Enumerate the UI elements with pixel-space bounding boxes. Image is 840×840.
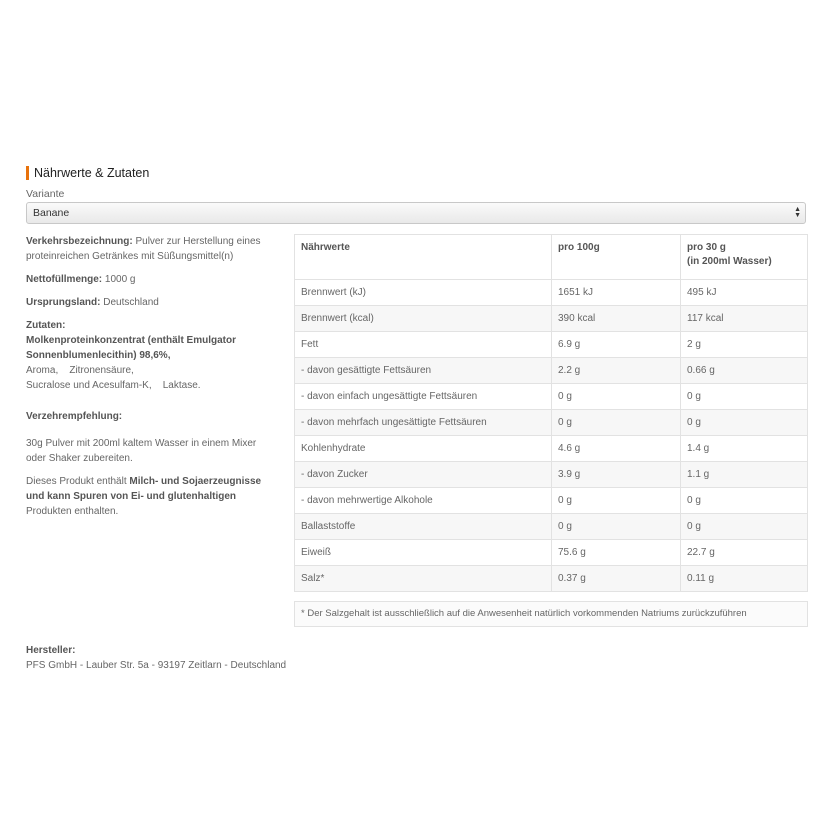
ingredients-main: Molkenproteinkonzentrat (enthält Emulgator Sonnenblumenlecithin) 98,6%, xyxy=(26,335,237,361)
value-per-100g: 390 kcal xyxy=(552,306,681,332)
nutrition-table xyxy=(294,234,808,592)
nutrient-name: Salz* xyxy=(295,566,552,592)
value-per-100g: 0 g xyxy=(552,410,681,436)
designation-label: Verkehrsbezeichnung: xyxy=(26,236,133,247)
value-per-serving: 117 kcal xyxy=(681,306,808,332)
header-per-serving-main: pro 30 g xyxy=(687,242,726,253)
origin-label: Ursprungsland: xyxy=(26,297,101,308)
section-title: Nährwerte & Zutaten xyxy=(26,166,149,180)
nutrient-name: - davon mehrfach ungesättigte Fettsäuren xyxy=(295,410,552,436)
ingredients xyxy=(26,318,278,393)
ingredients-label: Zutaten: xyxy=(26,320,66,331)
value-per-serving: 1.1 g xyxy=(681,462,808,488)
value-per-serving: 495 kJ xyxy=(681,280,808,306)
value-per-serving: 2 g xyxy=(681,332,808,358)
select-arrows-icon: ▲ ▼ xyxy=(794,206,801,219)
manufacturer xyxy=(26,643,286,673)
value-per-serving: 0 g xyxy=(681,410,808,436)
nutrient-name: - davon einfach ungesättigte Fettsäuren xyxy=(295,384,552,410)
value-per-100g: 4.6 g xyxy=(552,436,681,462)
value-per-100g: 0 g xyxy=(552,514,681,540)
table-row xyxy=(295,280,808,306)
value-per-serving: 1.4 g xyxy=(681,436,808,462)
header-per-100g: pro 100g xyxy=(552,235,681,280)
net-weight-label: Nettofüllmenge: xyxy=(26,274,103,285)
product-info xyxy=(26,234,278,527)
variant-label: Variante xyxy=(26,188,65,200)
allergen-info xyxy=(26,474,278,519)
designation xyxy=(26,234,278,264)
table-row xyxy=(295,384,808,410)
table-row xyxy=(295,306,808,332)
value-per-100g: 6.9 g xyxy=(552,332,681,358)
header-per-serving xyxy=(681,235,808,280)
nutrient-name: Brennwert (kcal) xyxy=(295,306,552,332)
value-per-100g: 0 g xyxy=(552,384,681,410)
nutrient-name: Eiweiß xyxy=(295,540,552,566)
nutrient-name: Fett xyxy=(295,332,552,358)
nutrient-name: Brennwert (kJ) xyxy=(295,280,552,306)
nutrient-name: - davon Zucker xyxy=(295,462,552,488)
value-per-100g: 0 g xyxy=(552,488,681,514)
value-per-serving: 0 g xyxy=(681,488,808,514)
value-per-serving: 22.7 g xyxy=(681,540,808,566)
value-per-serving: 0 g xyxy=(681,514,808,540)
table-row xyxy=(295,566,808,592)
value-per-serving: 0.11 g xyxy=(681,566,808,592)
table-row xyxy=(295,436,808,462)
table-row xyxy=(295,410,808,436)
nutrient-name: - davon mehrwertige Alkohole xyxy=(295,488,552,514)
header-per-serving-sub: (in 200ml Wasser) xyxy=(687,256,772,267)
manufacturer-value: PFS GmbH - Lauber Str. 5a - 93197 Zeitlarn - Deutschland xyxy=(26,660,287,671)
variant-selected-value: Banane xyxy=(33,207,70,219)
value-per-100g: 2.2 g xyxy=(552,358,681,384)
usage-text: 30g Pulver mit 200ml kaltem Wasser in einem Mixer oder Shaker zubereiten. xyxy=(26,438,257,464)
table-row xyxy=(295,332,808,358)
table-row xyxy=(295,462,808,488)
ingredients-rest: Aroma, Zitronensäure, Sucralose und Acesulfam-K, Laktase. xyxy=(26,365,201,391)
table-row xyxy=(295,488,808,514)
nutrient-name: - davon gesättigte Fettsäuren xyxy=(295,358,552,384)
value-per-100g: 75.6 g xyxy=(552,540,681,566)
table-header-row xyxy=(295,235,808,280)
origin xyxy=(26,295,278,310)
allergen-bold: Milch- und Sojaerzeugnisse und kann Spuren von Ei- und glutenhaltigen xyxy=(26,476,262,502)
value-per-100g: 1651 kJ xyxy=(552,280,681,306)
nutrient-name: Ballaststoffe xyxy=(295,514,552,540)
header-nutrient: Nährwerte xyxy=(295,235,552,280)
nutrient-name: Kohlenhydrate xyxy=(295,436,552,462)
value-per-serving: 0.66 g xyxy=(681,358,808,384)
value-per-100g: 3.9 g xyxy=(552,462,681,488)
allergen-pre: Dieses Produkt enthält xyxy=(26,476,130,487)
table-row xyxy=(295,358,808,384)
value-per-serving: 0 g xyxy=(681,384,808,410)
designation-value: Pulver zur Herstellung eines proteinreichen Getränkes mit Süßungsmittel(n) xyxy=(26,236,261,262)
value-per-100g: 0.37 g xyxy=(552,566,681,592)
net-weight xyxy=(26,272,278,287)
variant-select[interactable] xyxy=(26,202,806,224)
manufacturer-label: Hersteller: xyxy=(26,645,76,656)
origin-value: Deutschland xyxy=(100,297,159,308)
allergen-post: Produkten enthalten. xyxy=(26,506,119,517)
usage-label: Verzehrempfehlung: xyxy=(26,411,123,422)
usage-heading xyxy=(26,409,278,424)
salt-footnote: * Der Salzgehalt ist ausschließlich auf die Anwesenheit natürlich vorkommenden Natriums zurückzuführen xyxy=(294,601,808,627)
net-weight-value: 1000 g xyxy=(102,274,136,285)
table-row xyxy=(295,514,808,540)
table-row xyxy=(295,540,808,566)
